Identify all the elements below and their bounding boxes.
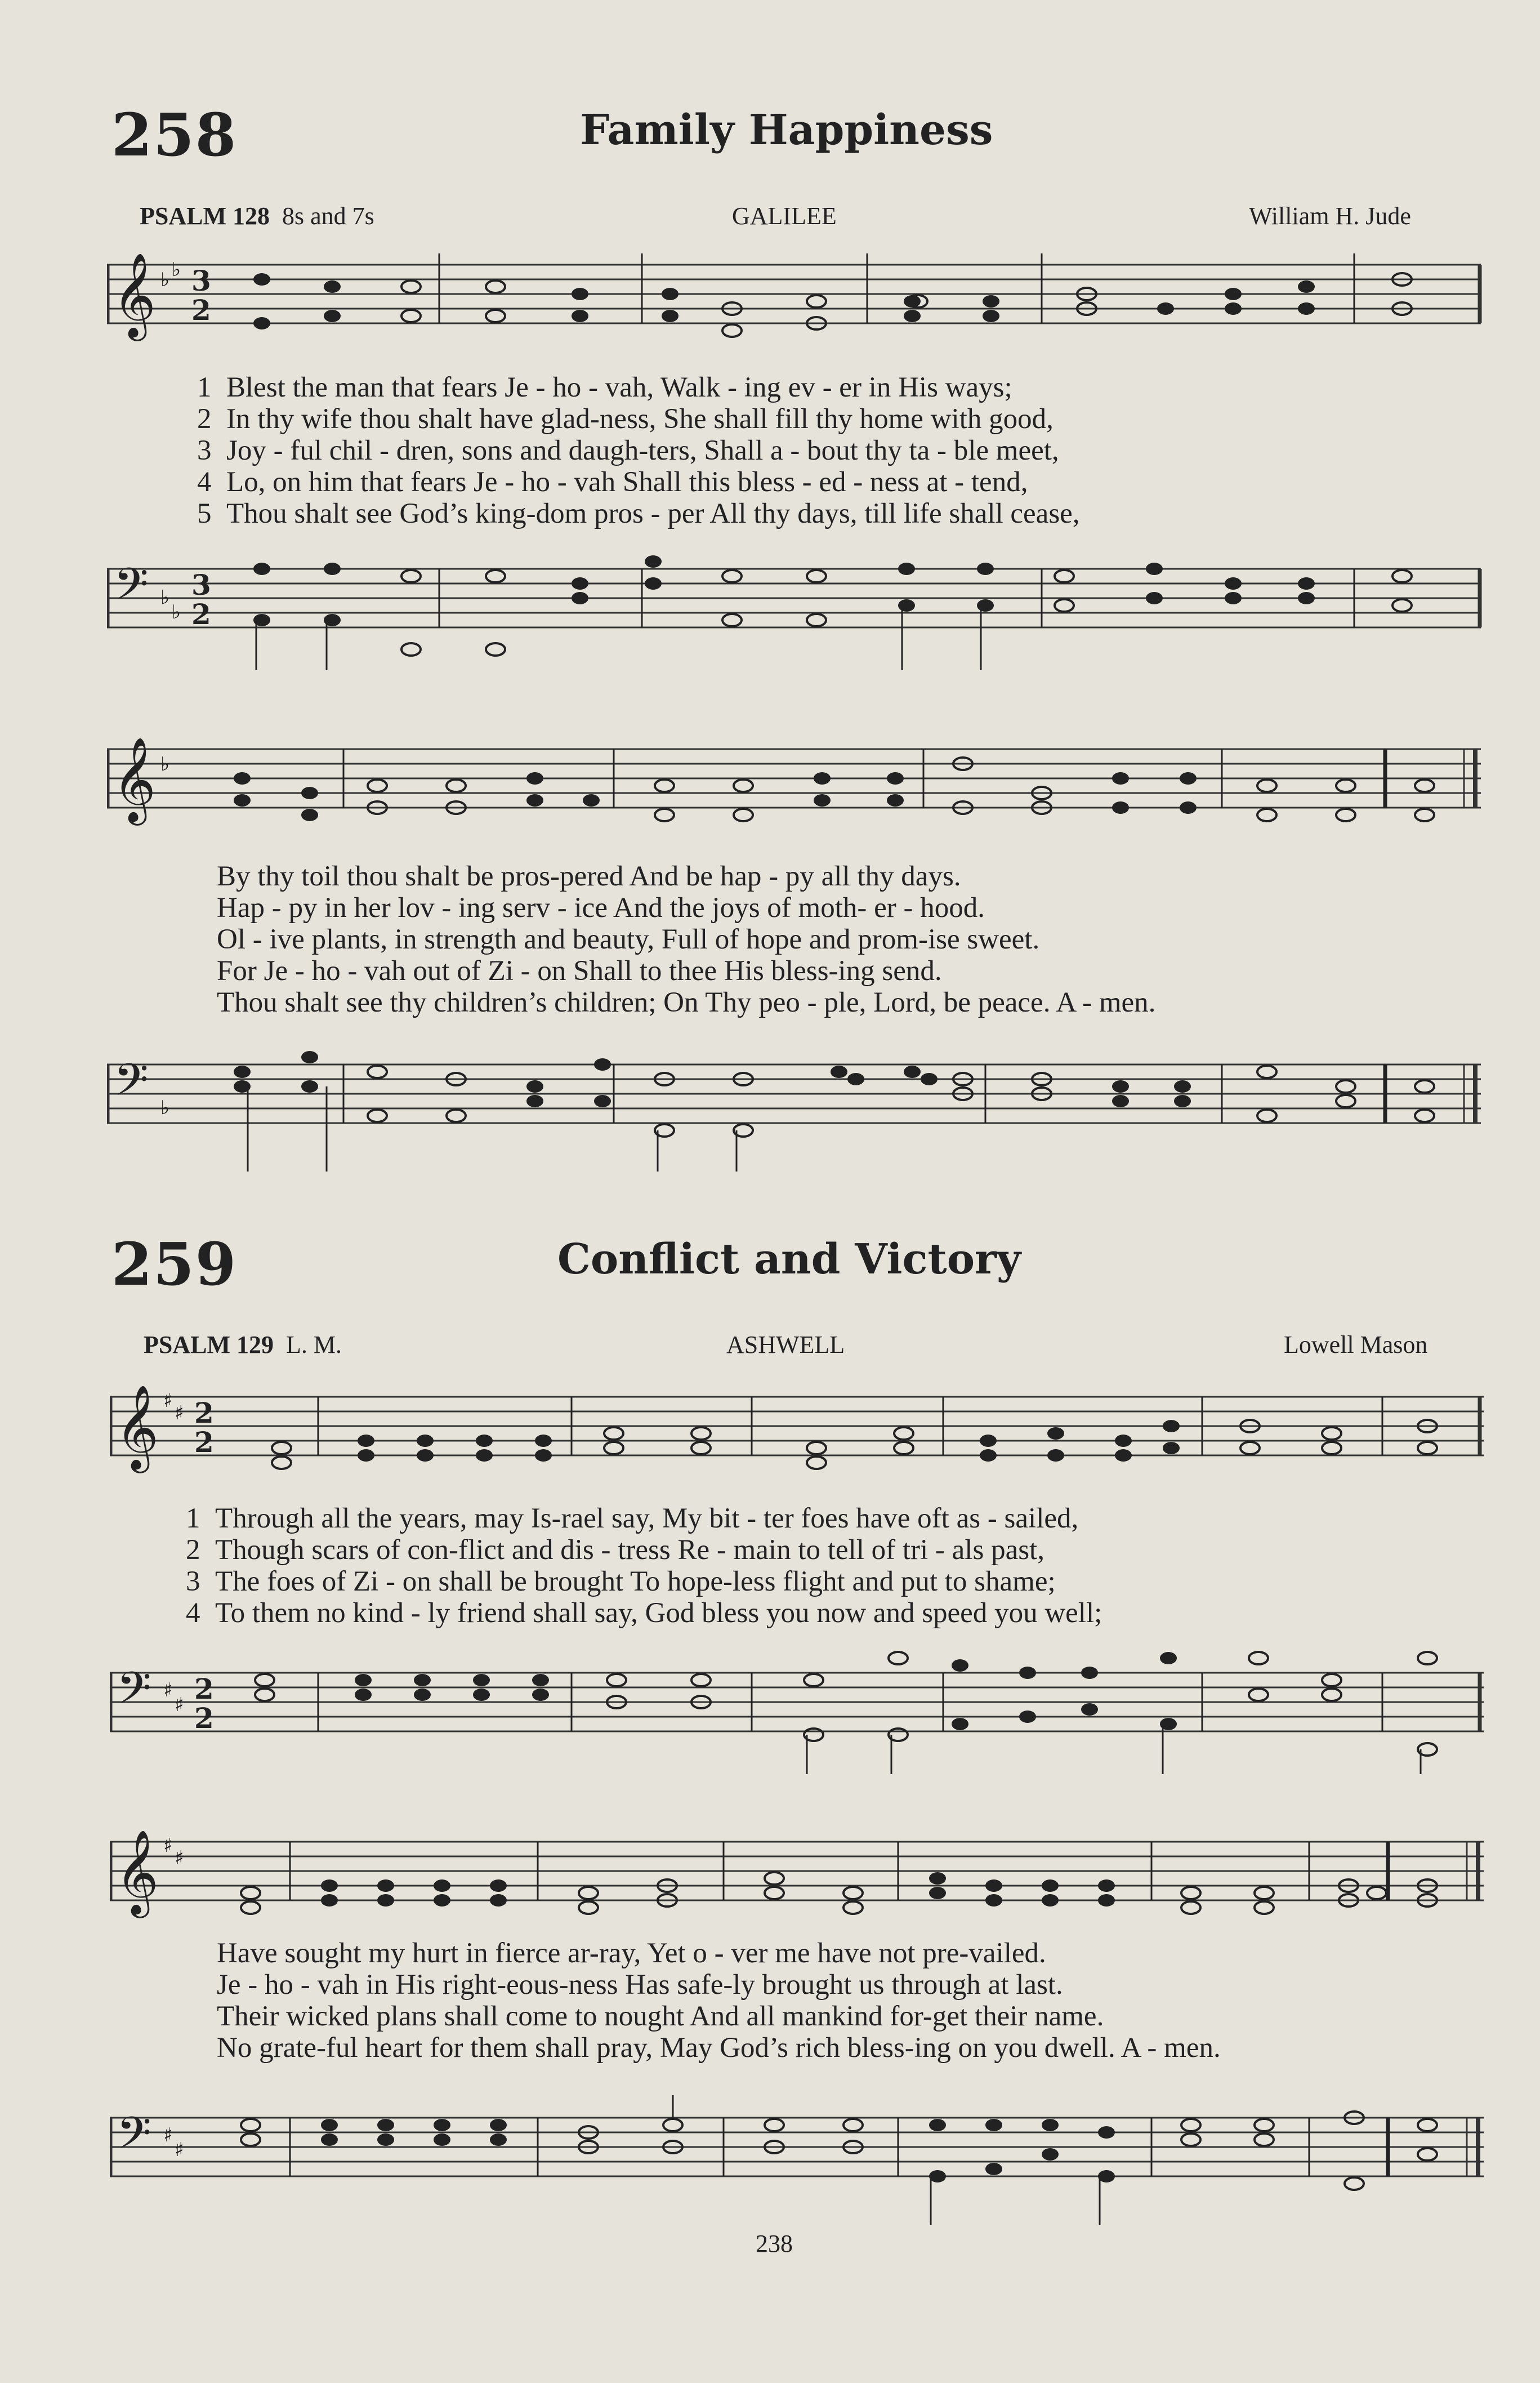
refrain-lyrics — [217, 861, 1155, 1018]
treble-clef-icon: 𝄞 — [113, 252, 156, 337]
bass-clef-icon: 𝄢 — [117, 1662, 151, 1725]
lyric-line: 1 Through all the years, may Is-rael say, My bit - ter foes have oft as - sailed, — [186, 1503, 1079, 1534]
hymn-tune: ASHWELL — [726, 1331, 845, 1358]
lyric-line: By thy toil thou shalt be pros-pered And be hap - py all thy days. — [217, 861, 961, 892]
lyric-line: Hap - py in her lov - ing serv - ice And the joys of moth- er - hood. — [217, 892, 985, 924]
staff-bass — [107, 541, 1487, 676]
staff-bass — [110, 2078, 1489, 2230]
lyric-line: 3 The foes of Zi - on shall be brought To hope-less flight and put to shame; — [186, 1566, 1056, 1597]
bass-clef-icon: 𝄢 — [114, 558, 149, 621]
lyric-line: 2 Though scars of con-flict and dis - tress Re - main to tell of tri - als past, — [186, 1534, 1044, 1566]
hymn-tune: GALILEE — [732, 202, 837, 230]
lyric-line: Je - ho - vah in His right-eous-ness Has safe-ly brought us through at last. — [217, 1969, 1063, 2001]
hymn-title: Conflict and Victory — [557, 1235, 1021, 1284]
svg-text:♭: ♭ — [160, 1097, 170, 1119]
staff-treble — [110, 1814, 1489, 1949]
hymn-meter: 8s and 7s — [282, 202, 374, 230]
treble-clef-icon: 𝄞 — [113, 736, 156, 822]
svg-text:♯: ♯ — [175, 1402, 184, 1424]
lyric-line: No grate-ful heart for them shall pray, May God’s rich bless-ing on you dwell. A - men. — [217, 2032, 1221, 2064]
refrain-lyrics — [217, 1937, 1221, 2064]
lyric-line: Thou shalt see thy children’s children; On Thy peo - ple, Lord, be peace. A - men. — [217, 987, 1156, 1018]
svg-text:3: 3 — [191, 568, 211, 602]
lyric-line: 4 Lo, on him that fears Je - ho - vah Shall this bless - ed - ness at - tend, — [197, 466, 1028, 498]
bass-clef-icon: 𝄢 — [117, 2107, 151, 2170]
treble-clef-icon: 𝄞 — [115, 1829, 159, 1914]
svg-text:♯: ♯ — [163, 1679, 173, 1701]
svg-text:2: 2 — [194, 1396, 214, 1429]
staff-bass — [110, 1633, 1489, 1780]
bass-clef-icon: 𝄢 — [114, 1054, 149, 1117]
lyric-line: 2 In thy wife thou shalt have glad-ness, She shall fill thy home with good, — [197, 403, 1054, 435]
hymn-psalm: PSALM 128 8s and 7s — [140, 202, 374, 230]
verse-lyrics — [197, 372, 1080, 529]
lyric-line: Ol - ive plants, in strength and beauty, Full of hope and prom-ise sweet. — [217, 924, 1040, 955]
verse-lyrics — [186, 1503, 1102, 1629]
svg-text:2: 2 — [191, 598, 211, 631]
lyric-line: 4 To them no kind - ly friend shall say, God bless you now and speed you well; — [186, 1597, 1102, 1629]
lyric-line: 5 Thou shalt see God’s king-dom pros - per All thy days, till life shall cease, — [197, 498, 1080, 529]
svg-text:2: 2 — [194, 1426, 214, 1459]
svg-text:♭: ♭ — [160, 586, 170, 609]
staff-treble — [107, 242, 1487, 372]
svg-text:3: 3 — [191, 264, 211, 297]
svg-text:2: 2 — [194, 1701, 214, 1735]
svg-text:♯: ♯ — [175, 2139, 184, 2161]
lyric-line: Have sought my hurt in fierce ar-ray, Yet o - ver me have not pre-vailed. — [217, 1937, 1046, 1969]
hymn-meter: L. M. — [286, 1331, 342, 1358]
lyric-line: Their wicked plans shall come to nought And all mankind for-get their name. — [217, 2001, 1104, 2032]
treble-clef-icon: 𝄞 — [115, 1384, 159, 1469]
hymn-composer: Lowell Mason — [1284, 1331, 1428, 1358]
hymn-number: 258 — [111, 100, 238, 170]
svg-text:♯: ♯ — [163, 2124, 173, 2146]
svg-text:2: 2 — [194, 1672, 214, 1705]
svg-text:♯: ♯ — [163, 1834, 173, 1857]
hymn-title: Family Happiness — [580, 106, 993, 154]
staff-treble — [107, 727, 1487, 856]
svg-text:♭: ♭ — [172, 601, 181, 623]
hymn-composer: William H. Jude — [1249, 202, 1411, 230]
lyric-line: 3 Joy - ful chil - dren, sons and daugh-ters, Shall a - bout thy ta - ble meet, — [197, 435, 1059, 466]
svg-text:♭: ♭ — [160, 269, 170, 291]
staff-treble — [110, 1369, 1489, 1504]
lyric-line: For Je - ho - vah out of Zi - on Shall to thee His bless-ing send. — [217, 955, 942, 987]
svg-text:♯: ♯ — [175, 1694, 184, 1716]
staff-bass — [107, 1036, 1487, 1183]
page-number: 238 — [756, 2230, 793, 2257]
hymn-number: 259 — [111, 1230, 238, 1299]
svg-text:2: 2 — [191, 293, 211, 327]
lyric-line: 1 Blest the man that fears Je - ho - vah, Walk - ing ev - er in His ways; — [197, 372, 1012, 403]
hymn-psalm: PSALM 129 L. M. — [144, 1331, 342, 1358]
svg-text:♭: ♭ — [172, 259, 181, 281]
svg-text:♯: ♯ — [175, 1847, 184, 1869]
svg-text:♯: ♯ — [163, 1389, 173, 1412]
svg-text:♭: ♭ — [160, 753, 170, 776]
